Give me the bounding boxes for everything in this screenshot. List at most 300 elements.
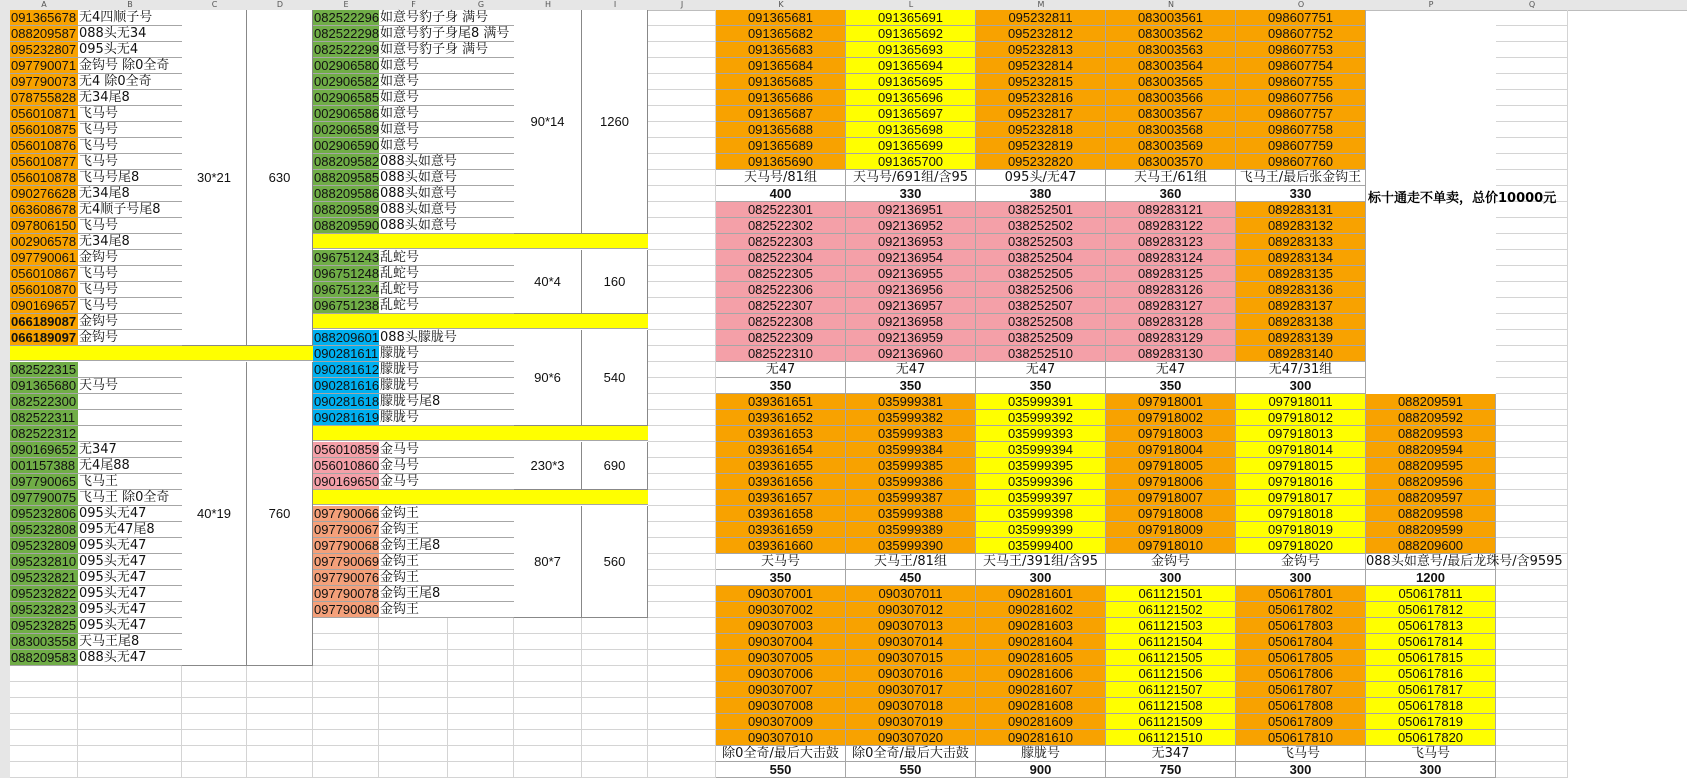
column-header-c[interactable]: C xyxy=(211,0,218,9)
number-cell[interactable]: 090307019 xyxy=(846,714,976,730)
number-cell[interactable]: 091365700 xyxy=(846,154,976,170)
row-number[interactable] xyxy=(0,426,10,442)
number-cell[interactable]: 056010878 xyxy=(10,170,79,186)
number-cell[interactable]: 097790065 xyxy=(10,474,79,490)
group-total-cell[interactable]: 560 xyxy=(582,506,648,618)
number-cell[interactable]: 098607756 xyxy=(1236,90,1366,106)
number-cell[interactable]: 035999396 xyxy=(976,474,1106,490)
row-number[interactable] xyxy=(0,10,10,26)
summary-label-cell[interactable]: 无47 xyxy=(1106,362,1236,378)
number-cell[interactable]: 089283121 xyxy=(1106,202,1236,218)
number-cell[interactable]: 091365698 xyxy=(846,122,976,138)
summary-count-cell[interactable]: 350 xyxy=(716,570,846,586)
number-cell[interactable]: 082522306 xyxy=(716,282,846,298)
row-number[interactable] xyxy=(0,586,10,602)
row-number[interactable] xyxy=(0,746,10,762)
number-cell[interactable]: 083003561 xyxy=(1106,10,1236,26)
number-cell[interactable]: 035999388 xyxy=(846,506,976,522)
number-cell[interactable]: 090281611 xyxy=(314,346,379,361)
description-cell[interactable]: 095头无47 xyxy=(78,570,183,586)
summary-count-cell[interactable]: 350 xyxy=(846,378,976,394)
number-cell[interactable]: 097790066 xyxy=(314,506,380,521)
number-cell[interactable]: 091365682 xyxy=(716,26,846,42)
description-cell[interactable]: 飞马号 xyxy=(78,106,183,122)
row-number[interactable] xyxy=(0,26,10,42)
description-cell[interactable] xyxy=(78,426,183,442)
description-cell[interactable]: 金钩王 xyxy=(379,554,515,570)
description-cell[interactable]: 天马号 xyxy=(78,378,183,394)
number-cell[interactable]: 097790068 xyxy=(314,538,380,553)
summary-label-cell[interactable]: 天马号 xyxy=(716,554,846,570)
description-cell[interactable]: 如意号 xyxy=(379,58,515,74)
number-cell[interactable]: 050617817 xyxy=(1366,682,1496,698)
number-cell[interactable]: 090307016 xyxy=(846,666,976,682)
number-cell[interactable]: 097918012 xyxy=(1236,410,1366,426)
number-cell[interactable]: 091365688 xyxy=(716,122,846,138)
description-cell[interactable]: 金钩王 xyxy=(379,522,515,538)
number-cell[interactable]: 097918011 xyxy=(1236,394,1366,410)
number-cell[interactable]: 061121503 xyxy=(1106,618,1236,634)
number-cell[interactable]: 089283128 xyxy=(1106,314,1236,330)
number-cell[interactable]: 083003569 xyxy=(1106,138,1236,154)
number-cell[interactable]: 091365684 xyxy=(716,58,846,74)
number-cell[interactable]: 035999398 xyxy=(976,506,1106,522)
column-header-a[interactable]: A xyxy=(41,0,47,9)
summary-label-cell[interactable]: 金钩号 xyxy=(1106,554,1236,570)
number-cell[interactable]: 050617812 xyxy=(1366,602,1496,618)
description-cell[interactable]: 如意号豹子身 满号 xyxy=(379,10,515,26)
number-cell[interactable]: 097806150 xyxy=(10,218,79,234)
number-cell[interactable]: 088209593 xyxy=(1366,426,1496,442)
number-cell[interactable]: 088209600 xyxy=(1366,538,1496,554)
number-cell[interactable]: 097918007 xyxy=(1106,490,1236,506)
description-cell[interactable]: 无4四顺子号 xyxy=(78,10,183,26)
number-cell[interactable]: 089283136 xyxy=(1236,282,1366,298)
number-cell[interactable]: 090307010 xyxy=(716,730,846,746)
description-cell[interactable]: 飞马王 除0全奇 xyxy=(78,490,183,506)
number-cell[interactable]: 035999383 xyxy=(846,426,976,442)
number-cell[interactable]: 061121507 xyxy=(1106,682,1236,698)
number-cell[interactable]: 082522296 xyxy=(314,10,380,25)
number-cell[interactable]: 092136958 xyxy=(846,314,976,330)
summary-count-cell[interactable]: 1200 xyxy=(1366,570,1496,586)
description-cell[interactable]: 无4顺子号尾8 xyxy=(78,202,183,218)
number-cell[interactable]: 050617811 xyxy=(1366,586,1496,602)
description-cell[interactable]: 乱蛇号 xyxy=(379,282,515,298)
description-cell[interactable]: 095头无47 xyxy=(78,586,183,602)
number-cell[interactable]: 090307020 xyxy=(846,730,976,746)
description-cell[interactable]: 金钩王尾8 xyxy=(379,538,515,554)
description-cell[interactable]: 如意号 xyxy=(379,90,515,106)
number-cell[interactable]: 096751243 xyxy=(314,250,380,265)
group-total-cell[interactable]: 760 xyxy=(247,362,313,666)
row-number[interactable] xyxy=(0,282,10,298)
number-cell[interactable]: 061121501 xyxy=(1106,586,1236,602)
number-cell[interactable]: 097790073 xyxy=(10,74,79,90)
number-cell[interactable]: 035999392 xyxy=(976,410,1106,426)
description-cell[interactable]: 095头无47 xyxy=(78,538,183,554)
description-cell[interactable]: 无4 除0全奇 xyxy=(78,74,183,90)
summary-count-cell[interactable]: 400 xyxy=(716,186,846,202)
row-number[interactable] xyxy=(0,666,10,682)
number-cell[interactable]: 092136960 xyxy=(846,346,976,362)
number-cell[interactable]: 095232807 xyxy=(10,42,79,58)
column-header-f[interactable]: F xyxy=(411,0,416,9)
number-cell[interactable]: 082522311 xyxy=(10,410,79,426)
summary-count-cell[interactable]: 350 xyxy=(976,378,1106,394)
summary-label-cell[interactable]: 天马号/691组/含95 xyxy=(846,170,976,186)
number-cell[interactable]: 050617807 xyxy=(1236,682,1366,698)
number-cell[interactable]: 089283135 xyxy=(1236,266,1366,282)
number-cell[interactable]: 092136959 xyxy=(846,330,976,346)
number-cell[interactable]: 050617806 xyxy=(1236,666,1366,682)
number-cell[interactable]: 090276628 xyxy=(10,186,79,202)
number-cell[interactable]: 050617805 xyxy=(1236,650,1366,666)
number-cell[interactable]: 082522305 xyxy=(716,266,846,282)
number-cell[interactable]: 097790080 xyxy=(314,602,380,617)
description-cell[interactable]: 金钩王 xyxy=(379,570,515,586)
summary-count-cell[interactable]: 450 xyxy=(846,570,976,586)
number-cell[interactable]: 050617802 xyxy=(1236,602,1366,618)
number-cell[interactable]: 088209594 xyxy=(1366,442,1496,458)
number-cell[interactable]: 091365691 xyxy=(846,10,976,26)
description-cell[interactable]: 088头如意号 xyxy=(379,218,515,234)
row-number[interactable] xyxy=(0,298,10,314)
summary-count-cell[interactable]: 550 xyxy=(716,762,846,778)
group-size-cell[interactable]: 90*6 xyxy=(514,330,582,426)
number-cell[interactable]: 035999400 xyxy=(976,538,1106,554)
number-cell[interactable]: 078755828 xyxy=(10,90,79,106)
number-cell[interactable]: 038252502 xyxy=(976,218,1106,234)
number-cell[interactable]: 097918002 xyxy=(1106,410,1236,426)
number-cell[interactable]: 061121505 xyxy=(1106,650,1236,666)
number-cell[interactable]: 050617816 xyxy=(1366,666,1496,682)
number-cell[interactable]: 050617819 xyxy=(1366,714,1496,730)
number-cell[interactable]: 063608678 xyxy=(10,202,79,218)
number-cell[interactable]: 091365685 xyxy=(716,74,846,90)
description-cell[interactable]: 金钩号 xyxy=(78,330,183,346)
description-cell[interactable]: 飞马号 xyxy=(78,138,183,154)
summary-count-cell[interactable]: 300 xyxy=(1366,762,1496,778)
description-cell[interactable]: 如意号豹子身尾8 满号 xyxy=(379,26,515,42)
row-number[interactable] xyxy=(0,330,10,346)
column-header-k[interactable]: K xyxy=(778,0,784,9)
description-cell[interactable]: 无34尾8 xyxy=(78,186,183,202)
row-number[interactable] xyxy=(0,522,10,538)
description-cell[interactable]: 如意号 xyxy=(379,138,515,154)
number-cell[interactable]: 098607755 xyxy=(1236,74,1366,90)
number-cell[interactable]: 082522299 xyxy=(314,42,380,57)
summary-count-cell[interactable]: 360 xyxy=(1106,186,1236,202)
group-total-cell[interactable]: 1260 xyxy=(582,10,648,234)
group-total-cell[interactable]: 630 xyxy=(247,10,313,346)
number-cell[interactable]: 095232813 xyxy=(976,42,1106,58)
number-cell[interactable]: 095232819 xyxy=(976,138,1106,154)
description-cell[interactable] xyxy=(78,362,183,378)
number-cell[interactable]: 002906586 xyxy=(314,106,380,121)
number-cell[interactable]: 090169657 xyxy=(10,298,79,314)
number-cell[interactable]: 095232810 xyxy=(10,554,79,570)
number-cell[interactable]: 098607757 xyxy=(1236,106,1366,122)
number-cell[interactable]: 097918003 xyxy=(1106,426,1236,442)
number-cell[interactable]: 095232806 xyxy=(10,506,79,522)
number-cell[interactable]: 038252505 xyxy=(976,266,1106,282)
number-cell[interactable]: 097918013 xyxy=(1236,426,1366,442)
number-cell[interactable]: 050617813 xyxy=(1366,618,1496,634)
number-cell[interactable]: 056010871 xyxy=(10,106,79,122)
number-cell[interactable]: 097918010 xyxy=(1106,538,1236,554)
number-cell[interactable]: 039361655 xyxy=(716,458,846,474)
row-number[interactable] xyxy=(0,346,10,362)
description-cell[interactable]: 无34尾8 xyxy=(78,234,183,250)
number-cell[interactable]: 066189087 xyxy=(10,314,79,330)
number-cell[interactable]: 088209599 xyxy=(1366,522,1496,538)
number-cell[interactable]: 035999397 xyxy=(976,490,1106,506)
number-cell[interactable]: 098607752 xyxy=(1236,26,1366,42)
number-cell[interactable]: 035999385 xyxy=(846,458,976,474)
number-cell[interactable]: 061121504 xyxy=(1106,634,1236,650)
number-cell[interactable]: 039361652 xyxy=(716,410,846,426)
row-number[interactable] xyxy=(0,506,10,522)
number-cell[interactable]: 038252503 xyxy=(976,234,1106,250)
number-cell[interactable]: 098607758 xyxy=(1236,122,1366,138)
number-cell[interactable]: 002906589 xyxy=(314,122,380,137)
description-cell[interactable]: 095头无47 xyxy=(78,506,183,522)
number-cell[interactable]: 097918017 xyxy=(1236,490,1366,506)
number-cell[interactable]: 097918006 xyxy=(1106,474,1236,490)
number-cell[interactable]: 092136954 xyxy=(846,250,976,266)
number-cell[interactable]: 089283130 xyxy=(1106,346,1236,362)
description-cell[interactable]: 无4尾88 xyxy=(78,458,183,474)
summary-label-cell[interactable]: 无347 xyxy=(1106,746,1236,762)
row-number[interactable] xyxy=(0,458,10,474)
number-cell[interactable]: 083003567 xyxy=(1106,106,1236,122)
description-cell[interactable]: 朦胧号 xyxy=(379,362,515,378)
row-number[interactable] xyxy=(0,602,10,618)
number-cell[interactable]: 091365678 xyxy=(10,10,79,26)
number-cell[interactable]: 090307008 xyxy=(716,698,846,714)
summary-label-cell[interactable]: 飞马号 xyxy=(1366,746,1496,762)
group-total-cell[interactable]: 540 xyxy=(582,330,648,426)
number-cell[interactable]: 098607753 xyxy=(1236,42,1366,58)
number-cell[interactable]: 097918008 xyxy=(1106,506,1236,522)
number-cell[interactable]: 090307014 xyxy=(846,634,976,650)
number-cell[interactable]: 097918018 xyxy=(1236,506,1366,522)
description-cell[interactable]: 飞马号 xyxy=(78,154,183,170)
description-cell[interactable]: 金马号 xyxy=(379,474,515,490)
number-cell[interactable]: 039361656 xyxy=(716,474,846,490)
summary-label-cell[interactable]: 除0全奇/最后大击鼓 xyxy=(716,746,846,762)
summary-label-cell[interactable]: 无47 xyxy=(976,362,1106,378)
number-cell[interactable]: 092136952 xyxy=(846,218,976,234)
number-cell[interactable]: 090281619 xyxy=(314,410,380,425)
number-cell[interactable]: 035999381 xyxy=(846,394,976,410)
row-number[interactable] xyxy=(0,554,10,570)
group-total-cell[interactable]: 690 xyxy=(582,442,648,490)
number-cell[interactable]: 090307002 xyxy=(716,602,846,618)
number-cell[interactable]: 091365689 xyxy=(716,138,846,154)
row-number[interactable] xyxy=(0,314,10,330)
number-cell[interactable]: 056010876 xyxy=(10,138,79,154)
summary-count-cell[interactable]: 300 xyxy=(1236,378,1366,394)
number-cell[interactable]: 097918020 xyxy=(1236,538,1366,554)
description-cell[interactable]: 088头如意号 xyxy=(379,186,515,202)
number-cell[interactable]: 090307012 xyxy=(846,602,976,618)
number-cell[interactable]: 038252508 xyxy=(976,314,1106,330)
number-cell[interactable]: 082522309 xyxy=(716,330,846,346)
number-cell[interactable]: 090307018 xyxy=(846,698,976,714)
summary-count-cell[interactable]: 550 xyxy=(846,762,976,778)
number-cell[interactable]: 039361653 xyxy=(716,426,846,442)
row-number[interactable] xyxy=(0,394,10,410)
description-cell[interactable]: 飞马号 xyxy=(78,218,183,234)
number-cell[interactable]: 089283138 xyxy=(1236,314,1366,330)
number-cell[interactable]: 002906580 xyxy=(314,58,380,73)
summary-label-cell[interactable]: 无47/31组 xyxy=(1236,362,1366,378)
number-cell[interactable]: 096751234 xyxy=(314,282,380,297)
number-cell[interactable]: 035999382 xyxy=(846,410,976,426)
description-cell[interactable]: 朦胧号 xyxy=(379,410,515,426)
column-header-m[interactable]: M xyxy=(1037,0,1045,9)
number-cell[interactable]: 083003558 xyxy=(10,634,79,650)
summary-count-cell[interactable]: 300 xyxy=(1106,570,1236,586)
number-cell[interactable]: 097918014 xyxy=(1236,442,1366,458)
number-cell[interactable]: 090281618 xyxy=(314,394,380,409)
number-cell[interactable]: 098607751 xyxy=(1236,10,1366,26)
column-header-j[interactable]: J xyxy=(680,0,684,9)
number-cell[interactable]: 089283140 xyxy=(1236,346,1366,362)
number-cell[interactable]: 089283134 xyxy=(1236,250,1366,266)
number-cell[interactable]: 082522298 xyxy=(314,26,380,41)
number-cell[interactable]: 035999394 xyxy=(976,442,1106,458)
number-cell[interactable]: 082522307 xyxy=(716,298,846,314)
description-cell[interactable]: 088头朦胧号 xyxy=(379,330,515,346)
number-cell[interactable]: 090307007 xyxy=(716,682,846,698)
number-cell[interactable]: 082522312 xyxy=(10,426,79,442)
number-cell[interactable]: 035999393 xyxy=(976,426,1106,442)
number-cell[interactable]: 088209592 xyxy=(1366,410,1496,426)
number-cell[interactable]: 098607754 xyxy=(1236,58,1366,74)
number-cell[interactable]: 098607759 xyxy=(1236,138,1366,154)
row-number[interactable] xyxy=(0,106,10,122)
number-cell[interactable]: 097918015 xyxy=(1236,458,1366,474)
description-cell[interactable]: 金钩号 xyxy=(78,314,183,330)
number-cell[interactable]: 088209601 xyxy=(314,330,380,345)
number-cell[interactable]: 039361659 xyxy=(716,522,846,538)
row-number[interactable] xyxy=(0,714,10,730)
description-cell[interactable]: 095头无47 xyxy=(78,618,183,634)
description-cell[interactable]: 飞马号 xyxy=(78,266,183,282)
number-cell[interactable]: 092136955 xyxy=(846,266,976,282)
number-cell[interactable]: 082522310 xyxy=(716,346,846,362)
description-cell[interactable]: 朦胧号 xyxy=(379,378,515,394)
number-cell[interactable]: 061121502 xyxy=(1106,602,1236,618)
number-cell[interactable]: 095232812 xyxy=(976,26,1106,42)
row-number[interactable] xyxy=(0,58,10,74)
number-cell[interactable]: 002906590 xyxy=(314,138,380,153)
description-cell[interactable]: 乱蛇号 xyxy=(379,250,515,266)
number-cell[interactable]: 090281608 xyxy=(976,698,1106,714)
number-cell[interactable]: 035999387 xyxy=(846,490,976,506)
description-cell[interactable]: 金马号 xyxy=(379,458,515,474)
row-number[interactable] xyxy=(0,410,10,426)
number-cell[interactable]: 090169652 xyxy=(10,442,79,458)
column-header-e[interactable]: E xyxy=(343,0,349,9)
number-cell[interactable]: 002906585 xyxy=(314,90,380,105)
number-cell[interactable]: 050617818 xyxy=(1366,698,1496,714)
description-cell[interactable]: 095头无47 xyxy=(78,602,183,618)
number-cell[interactable]: 056010859 xyxy=(314,442,380,457)
number-cell[interactable]: 082522300 xyxy=(10,394,79,410)
number-cell[interactable]: 050617804 xyxy=(1236,634,1366,650)
row-number[interactable] xyxy=(0,538,10,554)
number-cell[interactable]: 091365686 xyxy=(716,90,846,106)
number-cell[interactable]: 091365695 xyxy=(846,74,976,90)
number-cell[interactable]: 089283139 xyxy=(1236,330,1366,346)
number-cell[interactable]: 097918016 xyxy=(1236,474,1366,490)
number-cell[interactable]: 050617810 xyxy=(1236,730,1366,746)
number-cell[interactable]: 038252507 xyxy=(976,298,1106,314)
number-cell[interactable]: 002906582 xyxy=(314,74,380,89)
number-cell[interactable]: 092136951 xyxy=(846,202,976,218)
number-cell[interactable]: 091365680 xyxy=(10,378,79,394)
number-cell[interactable]: 092136953 xyxy=(846,234,976,250)
row-number[interactable] xyxy=(0,42,10,58)
number-cell[interactable]: 096751248 xyxy=(314,266,380,281)
number-cell[interactable]: 090281609 xyxy=(976,714,1106,730)
description-cell[interactable]: 金钩王尾8 xyxy=(379,586,515,602)
number-cell[interactable]: 083003568 xyxy=(1106,122,1236,138)
number-cell[interactable]: 090281607 xyxy=(976,682,1106,698)
row-number[interactable] xyxy=(0,442,10,458)
number-cell[interactable]: 039361654 xyxy=(716,442,846,458)
number-cell[interactable]: 091365697 xyxy=(846,106,976,122)
number-cell[interactable]: 089283133 xyxy=(1236,234,1366,250)
summary-label-cell[interactable]: 无47 xyxy=(716,362,846,378)
description-cell[interactable]: 088头如意号 xyxy=(379,170,515,186)
group-size-cell[interactable]: 230*3 xyxy=(514,442,582,490)
summary-count-cell[interactable]: 350 xyxy=(716,378,846,394)
column-header-p[interactable]: P xyxy=(1428,0,1434,9)
description-cell[interactable]: 乱蛇号 xyxy=(379,298,515,314)
number-cell[interactable]: 056010870 xyxy=(10,282,79,298)
column-header-o[interactable]: O xyxy=(1297,0,1305,9)
row-number[interactable] xyxy=(0,490,10,506)
row-number[interactable] xyxy=(0,90,10,106)
number-cell[interactable]: 035999391 xyxy=(976,394,1106,410)
number-cell[interactable]: 061121510 xyxy=(1106,730,1236,746)
row-number[interactable] xyxy=(0,266,10,282)
number-cell[interactable]: 035999390 xyxy=(846,538,976,554)
number-cell[interactable]: 091365699 xyxy=(846,138,976,154)
number-cell[interactable]: 088209598 xyxy=(1366,506,1496,522)
row-number[interactable] xyxy=(0,730,10,746)
description-cell[interactable]: 朦胧号 xyxy=(379,346,515,362)
number-cell[interactable]: 061121506 xyxy=(1106,666,1236,682)
description-cell[interactable]: 金马号 xyxy=(379,442,515,458)
summary-label-cell[interactable]: 天马号/81组 xyxy=(716,170,846,186)
number-cell[interactable]: 091365692 xyxy=(846,26,976,42)
summary-label-cell[interactable]: 飞马号 xyxy=(1236,746,1366,762)
summary-label-cell[interactable]: 天马王/81组 xyxy=(846,554,976,570)
row-number[interactable] xyxy=(0,218,10,234)
row-number[interactable] xyxy=(0,170,10,186)
number-cell[interactable]: 039361651 xyxy=(716,394,846,410)
description-cell[interactable]: 如意号豹子身 满号 xyxy=(379,42,515,58)
row-number[interactable] xyxy=(0,634,10,650)
number-cell[interactable]: 089283122 xyxy=(1106,218,1236,234)
number-cell[interactable]: 091365693 xyxy=(846,42,976,58)
